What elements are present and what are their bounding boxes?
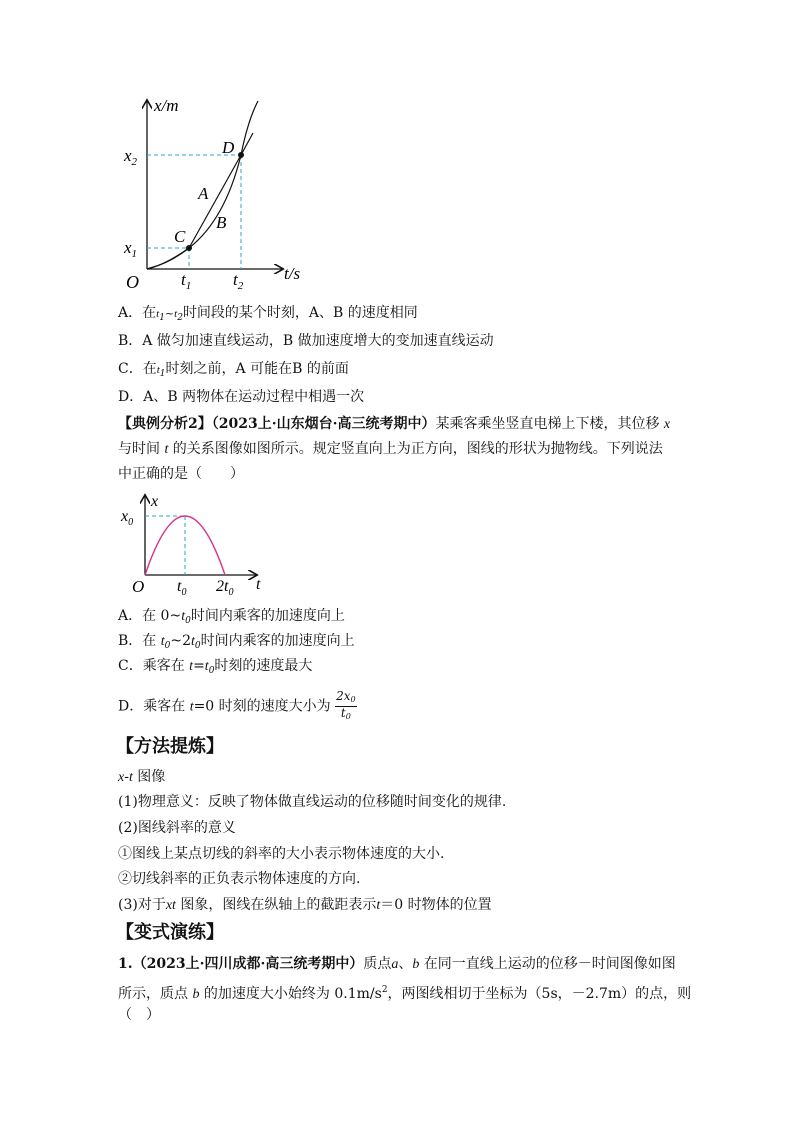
svg-text:x1 [123, 238, 137, 260]
figure-parabola-graph [118, 492, 288, 602]
t-axis-label: t [256, 576, 261, 593]
svg-text:x0 [120, 508, 133, 528]
origin-label: O [126, 272, 139, 292]
x2-label: x [124, 146, 132, 165]
q1-option-a: A．在$t_1\sim t_2$时间段的某个时刻，A、B 的速度相同 [118, 305, 418, 323]
t1-label: t [181, 270, 186, 289]
point-d-dot [238, 152, 244, 158]
x-axis-label: t/s [284, 264, 301, 283]
method-heading: 【方法提炼】 [116, 736, 224, 757]
point-d-label: D [222, 138, 235, 157]
two-t0-label: 2t [216, 578, 229, 595]
method-line-2: (2)图线斜率的意义 [118, 820, 236, 836]
method-line-5: (3)对于xt 图象，图线在纵轴上的截距表示t＝0 时物体的位置 [118, 897, 492, 913]
practice-line-1: 1.（2023上·四川成都·高三统考期中）质点a、b 在同一直线上运动的位移－时间图像如图 [118, 956, 676, 972]
x0-sub: 0 [128, 517, 134, 528]
practice-heading: 【变式演练】 [116, 922, 224, 943]
y-axis-label: x/m [154, 96, 179, 115]
q2-option-b: B．在 $t_0\sim 2t_0$时间内乘客的加速度向上 [118, 633, 355, 651]
fraction-2x0-over-t0: $\frac{2x0}{t0}$ [336, 689, 356, 721]
q2-option-d: D．乘客在 t=0 时刻的速度大小为 $\frac{2x0}{t0}$ [118, 689, 356, 721]
example2-tag: 【典例分析2】 [118, 416, 212, 432]
t2-label: t [233, 270, 238, 289]
practice-line-2: 所示，质点 b 的加速度大小始终为 $0.1m/s^2$，两图线相切于坐标为（5s，－2.7m）的点，则 [118, 985, 692, 1002]
x2-sub: 2 [131, 156, 138, 168]
q1-option-d: D．A、B 两物体在运动过程中相遇一次 [118, 389, 365, 405]
q1-option-b: B．A 做匀加速直线运动，B 做加速度增大的变加速直线运动 [118, 333, 494, 349]
x0-label: x [121, 508, 129, 525]
svg-text:t1 [181, 270, 191, 292]
curve-a-label: A [198, 184, 209, 203]
svg-text:x2 [123, 146, 138, 168]
y-axis-label: x [151, 493, 159, 510]
method-title: x-t 图像 [118, 769, 166, 785]
method-line-4: ②切线斜率的正负表示物体速度的方向. [118, 871, 361, 887]
t1-sub: 1 [185, 280, 192, 292]
t0-label: t [177, 578, 182, 595]
method-line-3: ①图线上某点切线的斜率的大小表示物体速度的大小. [118, 846, 445, 862]
svg-text:2t0 [216, 578, 233, 598]
origin-label: O [132, 577, 145, 596]
figure-xt-graph-ab [110, 95, 410, 295]
t0-sub: 0 [181, 587, 187, 598]
two-t0-sub: 0 [228, 587, 234, 598]
method-line-1: (1)物理意义：反映了物体做直线运动的位移随时间变化的规律. [118, 794, 507, 810]
q2-option-c: C．乘客在 $t=t_0$时刻的速度最大 [118, 658, 313, 676]
example2-line2: 与时间 t 的关系图像如图所示。规定竖直向上为正方向，图线的形状为抛物线。下列说法 [118, 441, 663, 457]
practice-line-3: （ ） [118, 1007, 160, 1023]
example2-line1: 【典例分析2】（2023上·山东烟台·高三统考期中）某乘客乘坐竖直电梯上下楼，其位移 x [118, 416, 671, 432]
example2-line3: 中正确的是（ ） [118, 466, 244, 482]
x1-label: x [124, 238, 132, 257]
curve-b-label: B [216, 213, 227, 232]
t2-sub: 2 [237, 280, 244, 292]
svg-text:x/m [153, 96, 179, 115]
svg-text:t0 [177, 578, 186, 598]
svg-text:t2 [233, 270, 244, 292]
point-c-label: C [174, 227, 186, 246]
q1-option-c: C．在$t_1$时刻之前，A 可能在B 的前面 [118, 361, 349, 379]
point-c-dot [186, 245, 192, 251]
x1-sub: 1 [131, 248, 138, 260]
example2-source: （2023上·山东烟台·高三统考期中） [211, 416, 436, 432]
q2-option-a: A．在 $0\sim t_0$时间内乘客的加速度向上 [118, 608, 345, 626]
practice-source: （2023上·四川成都·高三统考期中） [132, 956, 364, 972]
